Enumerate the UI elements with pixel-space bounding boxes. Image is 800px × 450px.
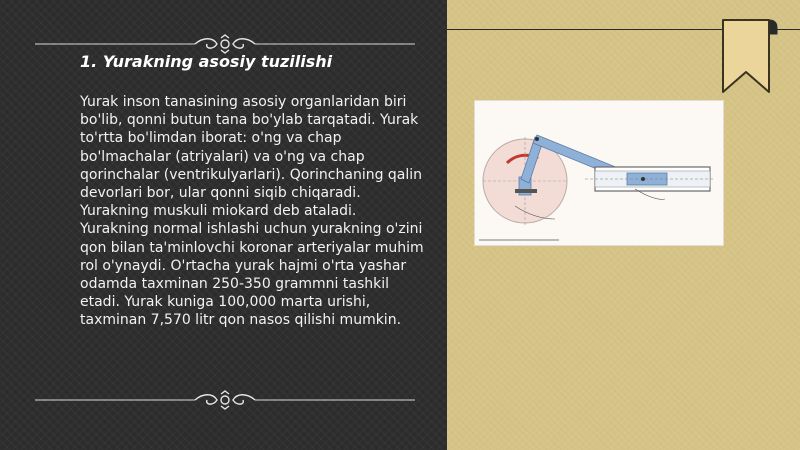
ornament-top-icon <box>35 34 415 54</box>
slider-crank-diagram-icon <box>475 101 724 246</box>
bookmark-icon <box>717 18 779 98</box>
mechanism-figure <box>474 100 724 246</box>
ornament-bottom-icon <box>35 390 415 410</box>
slide-body-text: Yurak inson tanasining asosiy organlaridan biri bo'lib, qonni butun tana bo'ylab tarqatadi. Yurak to'rtta bo'limdan iborat: o'ng va chap bo'lmachalar (atriyalari) va o'ng va chap qorinchalar (ventrikulyarlari). Qorinchaning qalin devorlari bor, ular qonni siqib chiqaradi. Yurakning muskuli miokard deb ataladi. Yurakning normal ishlashi uchun yurakning o'zini qon bilan ta'minlovchi koronar arteriyalar muhim rol o'ynaydi. O'rtacha yurak hajmi o'rta yashar odamda taxminan 250-350 grammni tashkil etadi. Yurak kuniga 100,000 marta urishi, taxminan 7,570 litr qon nasos qilishi mumkin. <box>80 94 424 329</box>
slide-title: 1. Yurakning asosiy tuzilishi <box>80 52 333 71</box>
